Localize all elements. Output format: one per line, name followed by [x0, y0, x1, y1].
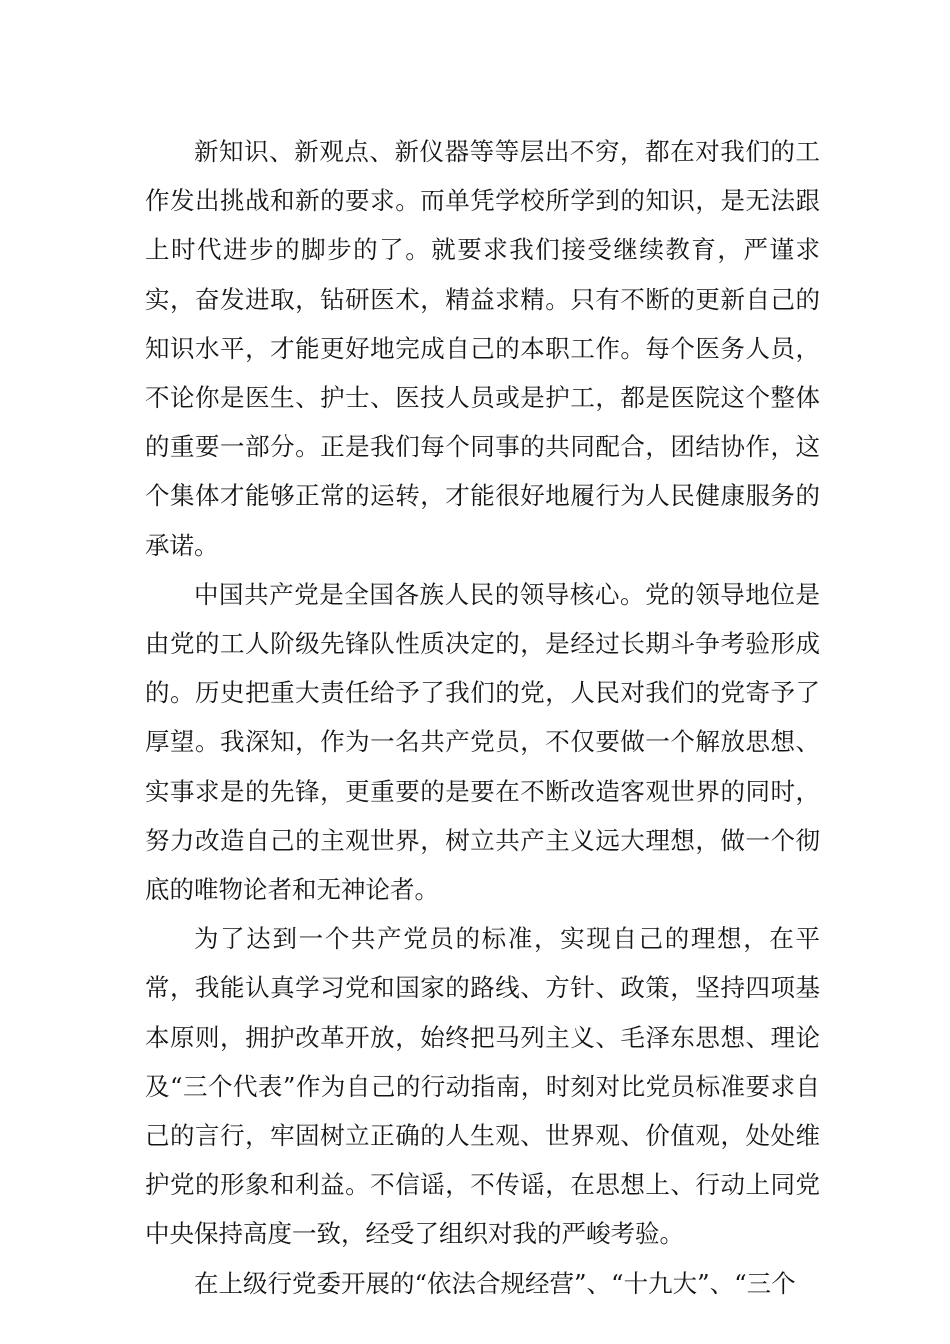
paragraph-continuing-work: 新知识、新观点、新仪器等等层出不穷，都在对我们的工作发出挑战和新的要求。而单凭学校所学到的知识，是无法跟上时代进步的脚步的了。就要求我们接受继续教育，严谨求实，奋发进取，钻研医术，精益求精。只有不断的更新自己的知识水平，才能更好地完成自己的本职工作。每个医务人员，不论你是医生、护士、医技人员或是护工，都是医院这个整体的重要一部分。正是我们每个同事的共同配合，团结协作，这个集体才能够正常的运转，才能很好地履行为人民健康服务的承诺。 — [145, 137, 820, 560]
document-body — [145, 127, 820, 1308]
paragraph-party-activities: 在上级行党委开展的“依法合规经营”、“十九大”、“三个 — [194, 1268, 796, 1298]
paragraph-party-member-standard: 为了达到一个共产党员的标准，实现自己的理想，在平常，我能认真学习党和国家的路线、方针、政策，坚持四项基本原则，拥护改革开放，始终把马列主义、毛泽东思想、理论及“三个代表”作为自己的行动指南，时刻对比党员标准要求自己的言行，牢固树立正确的人生观、世界观、价值观，处处维护党的形象和利益。不信谣，不传谣，在思想上、行动上同党中央保持高度一致，经受了组织对我的严峻考验。 — [145, 924, 820, 1249]
paragraph-party-leadership: 中国共产党是全国各族人民的领导核心。党的领导地位是由党的工人阶级先锋队性质决定的，是经过长期斗争考验形成的。历史把重大责任给予了我们的党，人民对我们的党寄予了厚望。我深知，作为一名共产党员，不仅要做一个解放思想、实事求是的先锋，更重要的是要在不断改造客观世界的同时，努力改造自己的主观世界，树立共产主义远大理想，做一个彻底的唯物论者和无神论者。 — [145, 579, 820, 905]
